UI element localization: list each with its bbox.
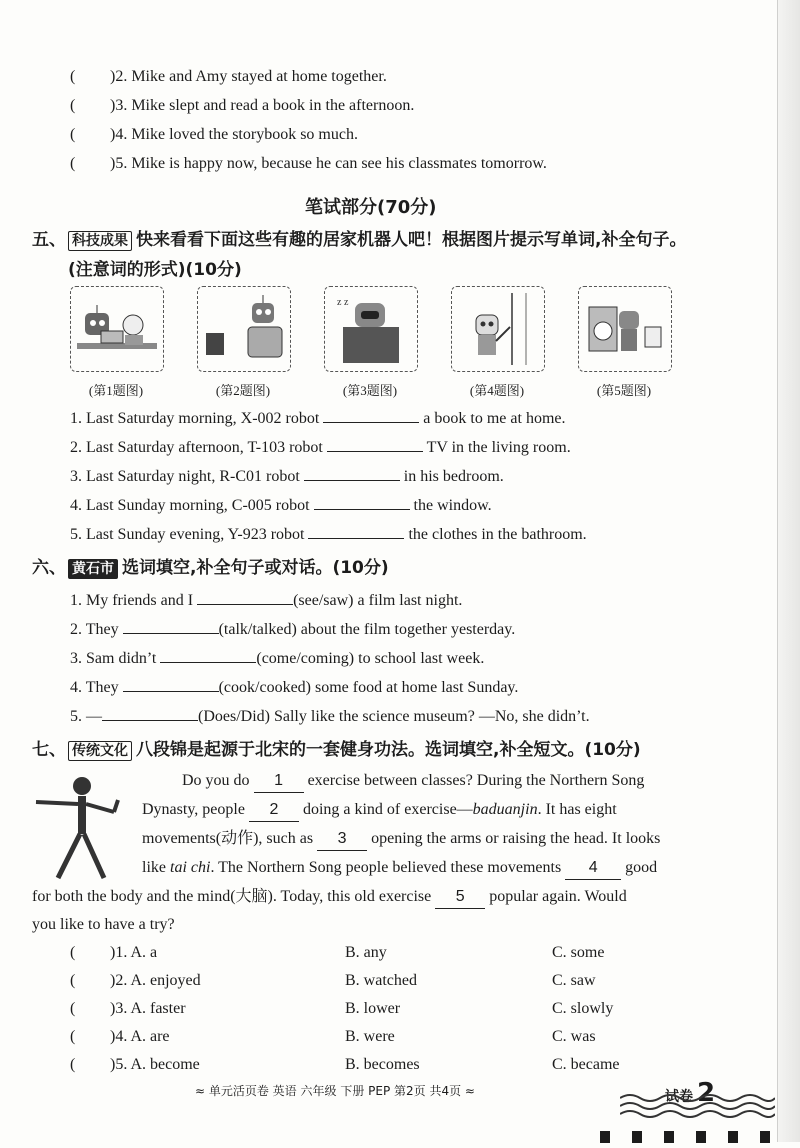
robot-reading-picture [70,286,164,372]
robot-sleeping-picture [324,286,418,372]
passage-line-1: Do you do 1 exercise between classes? During the Northern Song [182,770,644,793]
section5-item-4: 4. Last Sunday morning, C-005 robot the window. [70,493,492,517]
caption-5: (第5题图) [596,383,652,398]
section6-item-4: 4. They (cook/cooked) some food at home last Sunday. [70,675,518,699]
caption-3: (第3题图) [342,383,398,398]
option-row-1: ( )1. A. a [70,944,158,961]
robot-window-picture [451,286,545,372]
svg-text:z z: z z [337,297,349,308]
robot-laundry-picture [578,286,672,372]
answer-blank[interactable] [323,406,419,423]
page-edge [777,0,800,1142]
passage-line-6: you like to have a try? [32,916,175,933]
passage-line-5: for both the body and the mind(大脑). Today, this old exercise 5 popular again. Would [32,886,627,909]
caption-2: (第2题图) [215,383,271,398]
page-footer: ≈ 单元活页卷 英语 六年级 下册 PEP 第2页 共4页 ≈ [195,1084,475,1098]
passage-blank-4[interactable]: 4 [565,857,621,880]
section5-item-1: 1. Last Saturday morning, X-002 robot a book to me at home. [70,406,565,430]
baduanjin-figure-illustration [30,768,130,884]
passage-blank-3[interactable]: 3 [317,828,367,851]
passage-blank-5[interactable]: 5 [435,886,485,909]
option-5-b[interactable]: B. becomes [345,1056,420,1073]
answer-blank[interactable] [160,646,256,663]
robot-tv-picture [197,286,291,372]
page-tag: 试卷 2 [665,1078,716,1108]
answer-blank[interactable] [123,675,219,692]
passage-line-3: movements(动作), such as 3 opening the arms or raising the head. It looks [142,828,660,851]
section5-item-3: 3. Last Saturday night, R-C01 robot in his bedroom. [70,464,504,488]
answer-blank[interactable] [314,493,410,510]
caption-4: (第4题图) [469,383,525,398]
option-4-c[interactable]: C. was [552,1028,596,1045]
option-2-b[interactable]: B. watched [345,972,417,989]
option-row-3: ( )3. A. faster [70,1000,186,1017]
section7-tag: 传统文化 [68,741,132,761]
written-part-title: 笔试部分(70分) [305,197,437,218]
answer-blank[interactable] [308,522,404,539]
question-5: ( )5. Mike is happy now, because he can see his classmates tomorrow. [70,155,547,172]
section6-item-5: 5. — (Does/Did) Sally like the science museum? —No, she didn’t. [70,704,590,728]
section6-item-1: 1. My friends and I (see/saw) a film last night. [70,588,462,612]
option-row-5: ( )5. A. become [70,1056,200,1073]
question-4: ( )4. Mike loved the storybook so much. [70,126,358,143]
section6-tag: 黄石市 [68,559,118,579]
question-2: ( )2. Mike and Amy stayed at home together. [70,68,387,85]
option-1-b[interactable]: B. any [345,944,387,961]
option-1-c[interactable]: C. some [552,944,605,961]
section5-subtitle: (注意词的形式)(10分) [68,260,242,280]
passage-line-4: like tai chi. The Northern Song people believed these movements 4 good [142,857,657,880]
question-3: ( )3. Mike slept and read a book in the afternoon. [70,97,415,114]
option-row-4: ( )4. A. are [70,1028,170,1045]
section6-item-3: 3. Sam didn’t (come/coming) to school last week. [70,646,484,670]
section6-item-2: 2. They (talk/talked) about the film together yesterday. [70,617,515,641]
wave-decoration [620,1090,775,1120]
caption-1: (第1题图) [88,383,144,398]
option-3-c[interactable]: C. slowly [552,1000,614,1017]
answer-blank[interactable] [123,617,219,634]
section5-heading: 五、 科技成果 快来看看下面这些有趣的居家机器人吧！根据图片提示写单词,补全句子。 [32,230,687,250]
option-5-c[interactable]: C. became [552,1056,620,1073]
registration-marks [600,1130,792,1148]
answer-blank[interactable] [197,588,293,605]
option-3-b[interactable]: B. lower [345,1000,401,1017]
passage-blank-1[interactable]: 1 [254,770,304,793]
answer-blank[interactable] [304,464,400,481]
passage-blank-2[interactable]: 2 [249,799,299,822]
answer-blank[interactable] [327,435,423,452]
section7-heading: 七、 传统文化 八段锦是起源于北宋的一套健身功法。选词填空,补全短文。(10分) [32,740,641,760]
option-4-b[interactable]: B. were [345,1028,395,1045]
section5-tag: 科技成果 [68,231,132,251]
section5-item-5: 5. Last Sunday evening, Y-923 robot the clothes in the bathroom. [70,522,587,546]
answer-blank[interactable] [102,704,198,721]
option-row-2: ( )2. A. enjoyed [70,972,201,989]
option-2-c[interactable]: C. saw [552,972,596,989]
section5-item-2: 2. Last Saturday afternoon, T-103 robot TV in the living room. [70,435,571,459]
section6-heading: 六、 黄石市 选词填空,补全句子或对话。(10分) [32,558,389,578]
passage-line-2: Dynasty, people 2 doing a kind of exercise—baduanjin. It has eight [142,799,617,822]
